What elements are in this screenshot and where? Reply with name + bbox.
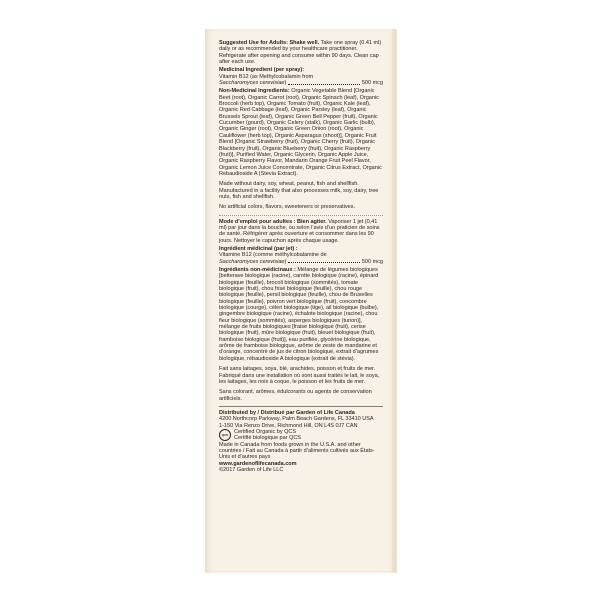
medicinal-dose-row-fr: Saccharomyces cerevisiae) 500 mcg bbox=[219, 258, 383, 265]
organic-certification bbox=[219, 429, 383, 442]
non-medicinal-en: Non-Medicinal Ingredients: Organic Vegetable Blend [Organic Beet (root), Organic Carrot (root), Organic Spinach (leaf), Organic Broccoli (herb top), Organic Tomato (fruit), Organic Kale (leaf), Organic Red Cabbage (leaf), Organic Parsley (leaf), Organic Brussels Sprout (leaf), Organic Green Bell Pepper (fruit), Organic Cucumber (gourd), Organic Celery (stalk), Organic Garlic (bulb), Organic Ginger (root), Organic Green Onion (root), Organic Cauliflower (herb top), Organic Asparagus (shoot)], Organic Fruit Blend [Organic Strawberry (fruit), Organic Cherry (fruit), Organic Blackberry (fruit), Organic Blueberry (fruit), Organic Raspberry (fruit)], Purified Water, Organic Glycerin, Organic Apple Juice, Organic Raspberry Flavor, Mandarin Orange Fruit Peel Flavor, Organic Lemon Juice Concentrate, Organic Citrus Extract, Organic Rebaudioside A (Stevia Extract). bbox=[219, 88, 382, 177]
suggested-use-fr: Mode d’emploi pour adultes : Bien agiter. Vaporiser 1 jet (0,41 ml) par jour dans la bouche, ou selon l’avis d’un praticien de soins de santé. Réfrigérer après ouverture et consommer dans les 90 jours. Nettoyer le capuchon après chaque usage. bbox=[219, 218, 380, 244]
address-canada: 1-150 Via Renzo Drive, Richmond Hill, ON L4S 0J7 CAN bbox=[219, 422, 358, 429]
medicinal-dose-row-en: Saccharomyces cerevisiae) 500 mcg bbox=[219, 80, 383, 87]
country-of-origin: Made in Canada from foods grown in the U.S.A. and other countries / Fait au Canada à partir d’aliments cultivés aux États-Unis et d’autres pays bbox=[219, 441, 375, 461]
certified-fr: Certifié biologique par QCS bbox=[234, 435, 301, 442]
medicinal-heading-en: Medicinal Ingredient (per spray): bbox=[219, 67, 305, 74]
dot-leader bbox=[288, 84, 360, 85]
footer-divider bbox=[219, 406, 383, 407]
suggested-use-en: Suggested Use for Adults: Shake well. Take one spray (0.41 ml) daily or as recommended by your healthcare practitioner. Refrigerate after opening and consume within 90 days. Clean cap after each use. bbox=[219, 40, 382, 66]
medicinal-heading-fr: Ingrédient médicinal (par jet) : bbox=[219, 245, 298, 252]
copyright: ©2017 Garden of Life LLC bbox=[219, 466, 284, 473]
language-divider bbox=[219, 215, 383, 216]
no-artificial-en: No artificial colors, flavors, sweeteners or preservatives. bbox=[219, 204, 356, 211]
medicinal-line-en: Vitamin B12 (as Methylcobalamin from bbox=[219, 73, 314, 80]
distributed-by: Distributed by / Distribué par Garden of Life Canada bbox=[219, 409, 355, 416]
website: www.gardenoflifecanada.com bbox=[219, 460, 297, 467]
medicinal-line-fr: Vitamine B12 (comme méthylcobalamine de bbox=[219, 252, 327, 259]
certified-en: Certified Organic by QCS bbox=[234, 428, 297, 435]
non-medicinal-fr: Ingrédients non-médicinaux : Mélange de légumes biologiques [betterave biologique (racine), carotte biologique (racine), épinard biologique (feuille), brocoli biologique (sommités), tomate biologique (fruit), chou frisé biologique (feuille), chou rouge biologique (feuille), persil biologique (feuille), chou de Bruxelles biologique (feuille), poivron vert biologique (fruit), concombre biologique (courge), céleri biologique (tige), ail biologique (bulbe), gingembre biologique (racine), échalote biologique (racine), chou fleur biologique (sommités), asperges biologiques (turion)], mélange de fruits biologiques [fraise biologique (fruit), cerise biologique (fruit), mûre biologique (fruit), bleuet biologique (fruit), framboise biologique (fruit)], eau purifiée, glycérine biologique, arôme de framboise biologique, arôme de zeste de mandarine et d’orange, concentré de jus de citron biologique, extrait d’agrumes biologique, rébaudioside A biologique (extrait de stévia). bbox=[219, 267, 379, 362]
allergen-statement-fr: Fait sans laitages, soya, blé, arachides, poisson et fruits de mer. Fabriqué dans une installation où sont aussi traités le lait, le soya, les laitages, les noix à coque, le poisson et les fruits de mer. bbox=[219, 366, 380, 385]
box-fold-edge bbox=[392, 29, 397, 573]
no-artificial-fr: Sans colorant, arômes, édulcorants ou agents de conservation artificiels. bbox=[219, 389, 372, 402]
label-text-panel bbox=[219, 40, 383, 473]
qcs-seal-icon: QCS bbox=[219, 429, 231, 441]
dot-leader bbox=[288, 262, 360, 263]
address-us: 4200 Northcorp Parkway, Palm Beach Gardens, FL 33410 USA bbox=[219, 416, 374, 423]
allergen-statement-en: Made without dairy, soy, wheat, peanut, fish and shellfish. Manufactured in a facility that also processes milk, soy, dairy, tree nuts, fish and shellfish. bbox=[219, 181, 379, 200]
